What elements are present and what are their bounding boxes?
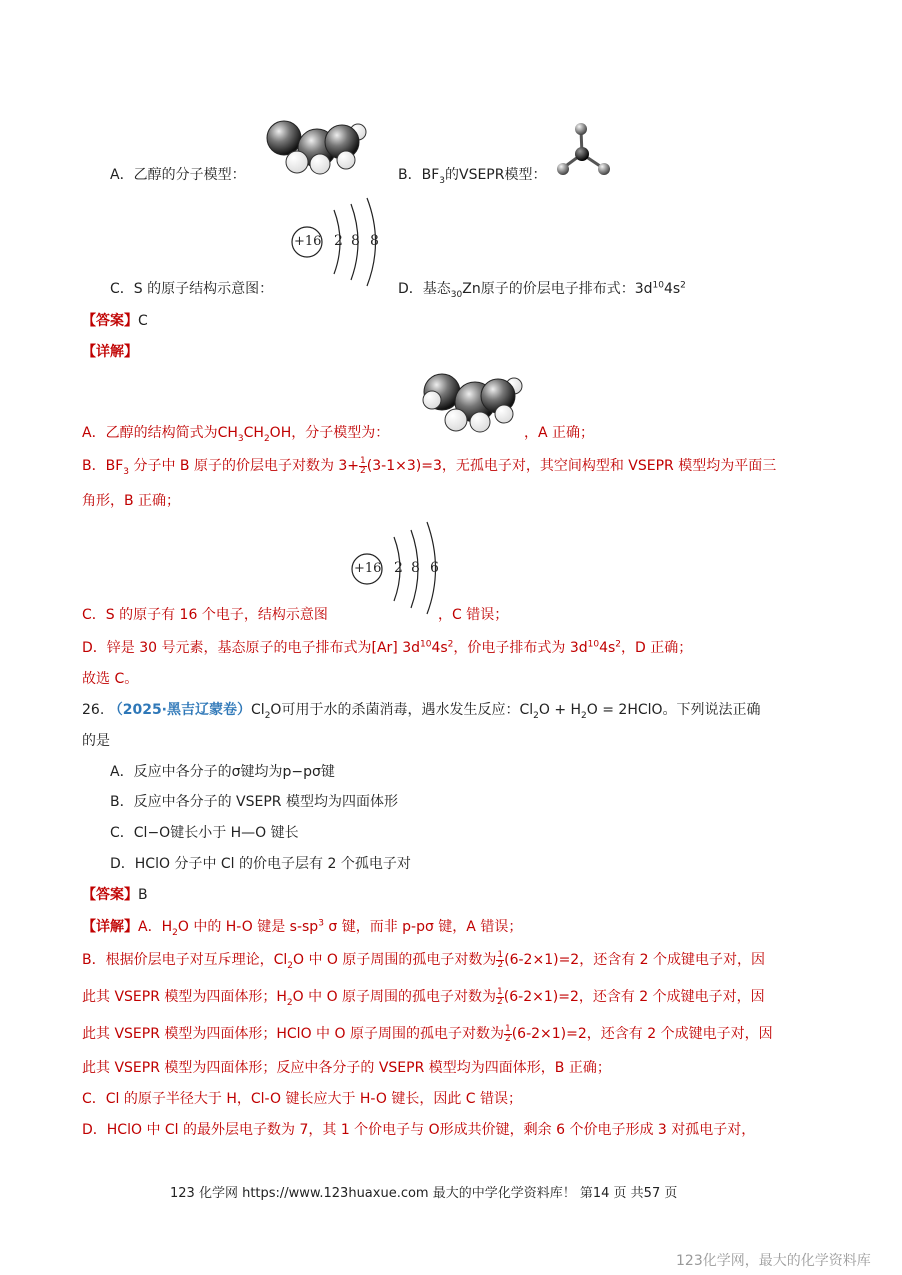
expl25-b-post: (3-1×3)=3，无孤电子对，其空间构型和 VSEPR 模型均为平面三	[366, 458, 777, 474]
option-b-post: 的VSEPR模型：	[445, 167, 547, 183]
expl26-b1-end: (6-2×1)=2，还含有 2 个成键电子对，因	[504, 952, 766, 968]
expl26-b3-pre: 此其 VSEPR 模型为四面体形；HClO 中 O 原子周围的孤电子对数为	[82, 1026, 504, 1042]
expl26-b2-mid: O 中 O 原子周围的孤电子对数为	[292, 989, 497, 1005]
expl26-a	[82, 916, 522, 936]
expl25-d	[82, 637, 692, 657]
ethanol-model-icon	[262, 120, 372, 176]
q26-t1: Cl	[251, 702, 265, 718]
q26-t1s: 2	[264, 710, 271, 721]
question-source: （2025·黑吉辽蒙卷）	[108, 702, 252, 718]
answer-tag-26: 【答案】	[82, 887, 138, 903]
option-c-q25	[110, 278, 273, 298]
expl26-b1-mid: O 中 O 原子周围的孤电子对数为	[293, 952, 497, 968]
atom1-shell-2: 8	[351, 233, 360, 249]
expl25-a-post: OH，分子模型为：	[269, 425, 390, 441]
expl25-b-s1: 3	[123, 466, 129, 477]
expl26-b2-s: 2	[286, 997, 293, 1008]
expl25-d-end: ，D 正确；	[621, 640, 693, 656]
option-d-q25	[398, 278, 686, 298]
expl26-b2-end: (6-2×1)=2，还含有 2 个成键电子对，因	[503, 989, 765, 1005]
option-d-sup1: 10	[652, 280, 664, 291]
ethanol-model-icon-2	[418, 372, 528, 434]
q26-option-c: C．Cl−O键长小于 H—O 键长	[110, 825, 299, 841]
fraction-den: 2	[497, 959, 504, 970]
expl26-b-line2	[82, 986, 765, 1007]
expl25-a	[82, 422, 389, 442]
expl26-b-line1	[82, 949, 765, 970]
expl26-a-sup: 3	[318, 918, 324, 929]
option-d-sub: 30	[450, 289, 463, 300]
atom1-nucleus: +16	[294, 234, 322, 249]
expl25-a-end: ，A 正确；	[524, 425, 595, 441]
option-d-pre: D．基态	[398, 281, 451, 297]
answer-value: C	[138, 313, 148, 329]
expl25-c: C．S 的原子有 16 个电子，结构示意图	[82, 607, 328, 623]
atom2-shell-1: 2	[394, 560, 403, 576]
fraction-num: 1	[360, 455, 366, 466]
detail-tag-q25: 【详解】	[82, 344, 138, 360]
fraction-den: 2	[360, 465, 366, 476]
detail-tag-q26: 【详解】	[82, 919, 138, 935]
fraction-num: 1	[497, 986, 503, 997]
expl25-d-s4: 2	[615, 639, 622, 650]
expl25-a-pre: A．乙醇的结构简式为CH	[82, 425, 238, 441]
expl26-a-pre: A．H	[138, 919, 173, 935]
option-b-q25	[398, 164, 546, 184]
expl25-d-m1: 4s	[431, 640, 448, 656]
atom2-nucleus: +16	[354, 561, 382, 576]
option-a-q25	[110, 164, 246, 184]
expl25-b-pre: B．BF	[82, 458, 124, 474]
q26-t2: O可用于水的杀菌消毒，遇水发生反应：Cl	[270, 702, 534, 718]
expl25-a-mid: CH	[243, 425, 264, 441]
answer-q26	[82, 884, 148, 904]
expl25-a-s2: 2	[263, 433, 270, 444]
expl26-b-line4: 此其 VSEPR 模型为四面体形；反应中各分子的 VSEPR 模型均为四面体形，B 正确；	[82, 1060, 611, 1076]
fraction-den: 2	[504, 1033, 511, 1044]
option-d-mid: Zn原子的价层电子排布式：3d	[462, 281, 653, 297]
atom2-shell-3: 6	[430, 560, 439, 576]
q26-t2s: 2	[533, 710, 539, 721]
option-b-pre: B．BF	[398, 167, 440, 183]
expl26-a-end: σ 键，而非 p-pσ 键，A 错误；	[323, 919, 523, 935]
expl25-c-end: ，C 错误；	[438, 607, 509, 623]
atom1-shell-3: 8	[370, 233, 379, 249]
question-26-stem-line2: 的是	[82, 733, 110, 749]
option-d-mid2: 4s	[663, 281, 681, 297]
q26-option-a: A．反应中各分子的σ键均为p−pσ键	[110, 764, 335, 780]
expl26-b3-end: (6-2×1)=2，还含有 2 个成键电子对，因	[511, 1026, 773, 1042]
expl26-b2-fraction	[496, 988, 504, 1007]
fraction-num: 1	[504, 1023, 511, 1034]
expl26-b2-pre: 此其 VSEPR 模型为四面体形；H	[82, 989, 287, 1005]
answer-value-26: B	[138, 887, 148, 903]
answer-q25	[82, 310, 148, 330]
expl25-d-s3: 10	[587, 639, 600, 650]
question-number: 26.	[82, 702, 105, 718]
expl25-d-m3: 4s	[599, 640, 616, 656]
expl25-a-s1: 3	[237, 433, 244, 444]
expl26-c: C．Cl 的原子半径大于 H，Cl-O 键长应大于 H-O 键长，因此 C 错误；	[82, 1091, 523, 1107]
expl26-b1-s: 2	[287, 960, 294, 971]
expl25-conclusion: 故选 C。	[82, 671, 139, 687]
q26-t3s: 2	[581, 710, 587, 721]
page-footer: 123 化学网 https://www.123huaxue.com 最大的中学化学资料库！ 第14 页 共57 页	[170, 1186, 678, 1201]
option-b-sub: 3	[439, 175, 445, 186]
watermark: 123化学网，最大的化学资料库	[676, 1253, 871, 1269]
expl26-b-line3	[82, 1023, 773, 1044]
q26-t3: O + H	[538, 702, 582, 718]
bf3-model-icon	[553, 122, 615, 178]
fraction-num: 1	[497, 949, 504, 960]
atom2-shell-2: 8	[411, 560, 420, 576]
expl25-d-m2: ，价电子排布式为 3d	[453, 640, 588, 656]
atom-structure-diagram-1	[288, 196, 388, 288]
expl25-d-pre: D．锌是 30 号元素，基态原子的电子排布式为[Ar] 3d	[82, 640, 420, 656]
expl25-d-s2: 2	[447, 639, 454, 650]
expl25-d-s1: 10	[420, 639, 432, 650]
expl26-b1-fraction	[496, 951, 504, 970]
q26-option-b: B．反应中各分子的 VSEPR 模型均为四面体形	[110, 794, 398, 810]
answer-tag: 【答案】	[82, 313, 138, 329]
expl25-b-line2: 角形，B 正确；	[82, 493, 181, 509]
option-c-label: C．S 的原子结构示意图：	[110, 281, 274, 297]
question-26-stem	[82, 699, 761, 719]
expl25-b-mid: 分子中 B 原子的价层电子对数为 3+	[129, 458, 360, 474]
expl25-b	[82, 455, 776, 476]
option-d-sup2: 2	[680, 280, 686, 291]
expl26-d: D．HClO 中 Cl 的最外层电子数为 7，其 1 个价电子与 O形成共价键，剩余 6 个价电子形成 3 对孤电子对，	[82, 1122, 756, 1138]
option-a-label: A．乙醇的分子模型：	[110, 167, 246, 183]
expl26-a-s: 2	[172, 927, 178, 938]
atom1-shell-1: 2	[334, 233, 343, 249]
expl25-b-fraction	[359, 457, 367, 476]
expl26-b1-pre: B．根据价层电子对互斥理论，Cl	[82, 952, 288, 968]
fraction-den: 2	[497, 996, 503, 1007]
q26-t4: O = 2HClO。下列说法正确	[586, 702, 761, 718]
atom-structure-diagram-2	[348, 520, 448, 616]
q26-option-d: D．HClO 分子中 Cl 的价电子层有 2 个孤电子对	[110, 856, 411, 872]
expl26-b3-fraction	[504, 1025, 512, 1044]
expl26-a-mid: O 中的 H-O 键是 s-sp	[177, 919, 319, 935]
